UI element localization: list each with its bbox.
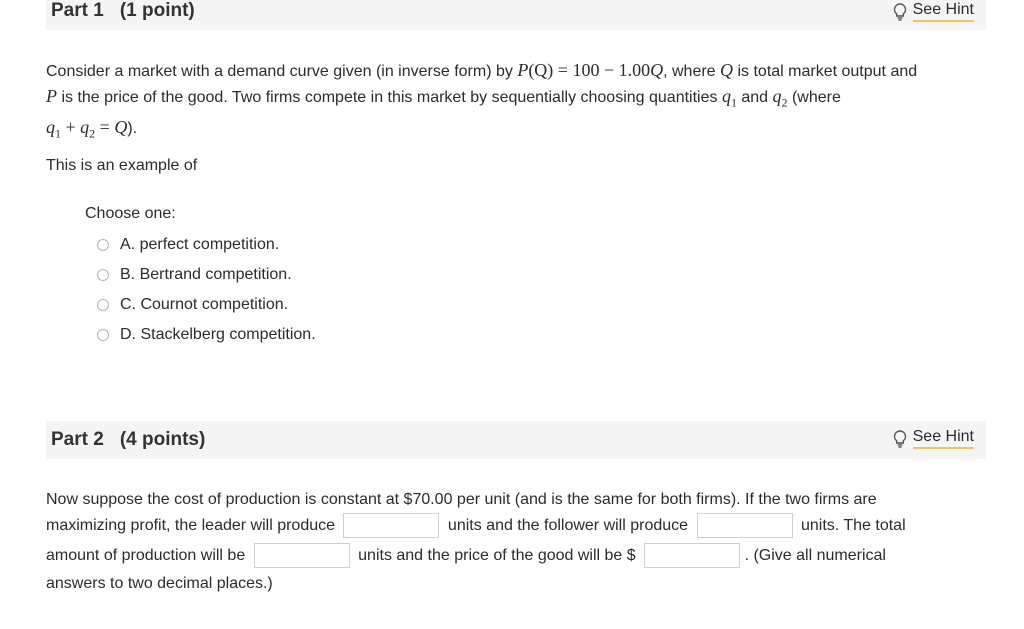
question-text-d: is the price of the good. Two firms compete in this market by sequentially choosing quantities [57, 89, 722, 106]
lightbulb-icon [893, 3, 907, 21]
option-a-label: A. perfect competition. [120, 236, 280, 253]
part2-see-hint-label: See Hint [913, 428, 974, 449]
math-q-2: Q [720, 60, 734, 80]
option-b[interactable] [97, 266, 292, 284]
math-q1: $q_1$ [721, 86, 737, 110]
math-p-2: P [46, 86, 57, 106]
part2-line2 [46, 512, 906, 540]
radio-option-d[interactable] [97, 329, 109, 341]
question-and: and [736, 89, 773, 106]
option-d[interactable] [97, 326, 316, 344]
radio-option-b[interactable] [97, 269, 109, 281]
part2-header [46, 421, 986, 459]
part1-title: Part 1 [51, 0, 104, 21]
math-q: Q [650, 60, 664, 80]
part2-text-price: units and the price of the good will be [358, 547, 623, 564]
part2-line3 [46, 542, 886, 570]
part2-text-total: units. The total [800, 517, 906, 534]
part2-text-leader: maximizing profit, the leader will produce [46, 517, 336, 534]
part2-text-follower: units and the follower will produce [447, 517, 689, 534]
total-quantity-input[interactable] [254, 543, 350, 568]
option-a[interactable] [97, 236, 279, 254]
choose-one-label: Choose one: [85, 205, 176, 222]
question-text-a: Consider a market with a demand curve given (in inverse form) by [46, 63, 518, 80]
part1-see-hint-label: See Hint [913, 1, 974, 22]
part2-text-give: . (Give all numerical [744, 547, 886, 564]
question-text-b: , where [663, 63, 721, 80]
option-c-label: C. Cournot competition. [120, 296, 289, 313]
part2-line4: answers to two decimal places.) [46, 575, 273, 592]
math-q2: $q_2$ [772, 86, 788, 110]
option-d-label: D. Stackelberg competition. [120, 326, 316, 343]
question-where: (where [787, 89, 841, 106]
option-c[interactable] [97, 296, 288, 314]
part1-header [46, 0, 986, 30]
question-close: ). [127, 119, 138, 137]
part2-see-hint-link[interactable] [893, 428, 974, 449]
price-input[interactable] [644, 543, 740, 568]
leader-quantity-input[interactable] [343, 513, 439, 538]
option-b-label: B. Bertrand competition. [120, 266, 292, 283]
dollar-sign: $ [626, 547, 636, 564]
follower-quantity-input[interactable] [697, 513, 793, 538]
question-text-c: is total market output and [733, 63, 918, 80]
part2-line1: Now suppose the cost of production is constant at $70.00 per unit (and is the same for both firms). If the two firms are [46, 491, 877, 508]
radio-option-c[interactable] [97, 299, 109, 311]
demand-equation [517, 60, 663, 80]
sum-equation: $q_1 + q_2 = Q$ [46, 116, 128, 141]
part2-points: (4 points) [119, 429, 206, 450]
example-text: This is an example of [46, 157, 198, 174]
part2-text-amount: amount of production will be [46, 547, 246, 564]
math-demand-rest: (Q) = 100 − 1.00 [528, 60, 651, 80]
lightbulb-icon [893, 430, 907, 448]
part1-see-hint-link[interactable] [893, 1, 974, 22]
part2-title: Part 2 [51, 429, 104, 450]
math-p: P [517, 60, 529, 80]
radio-option-a[interactable] [97, 239, 109, 251]
part1-question [46, 58, 1006, 145]
part1-points: (1 point) [119, 0, 195, 21]
